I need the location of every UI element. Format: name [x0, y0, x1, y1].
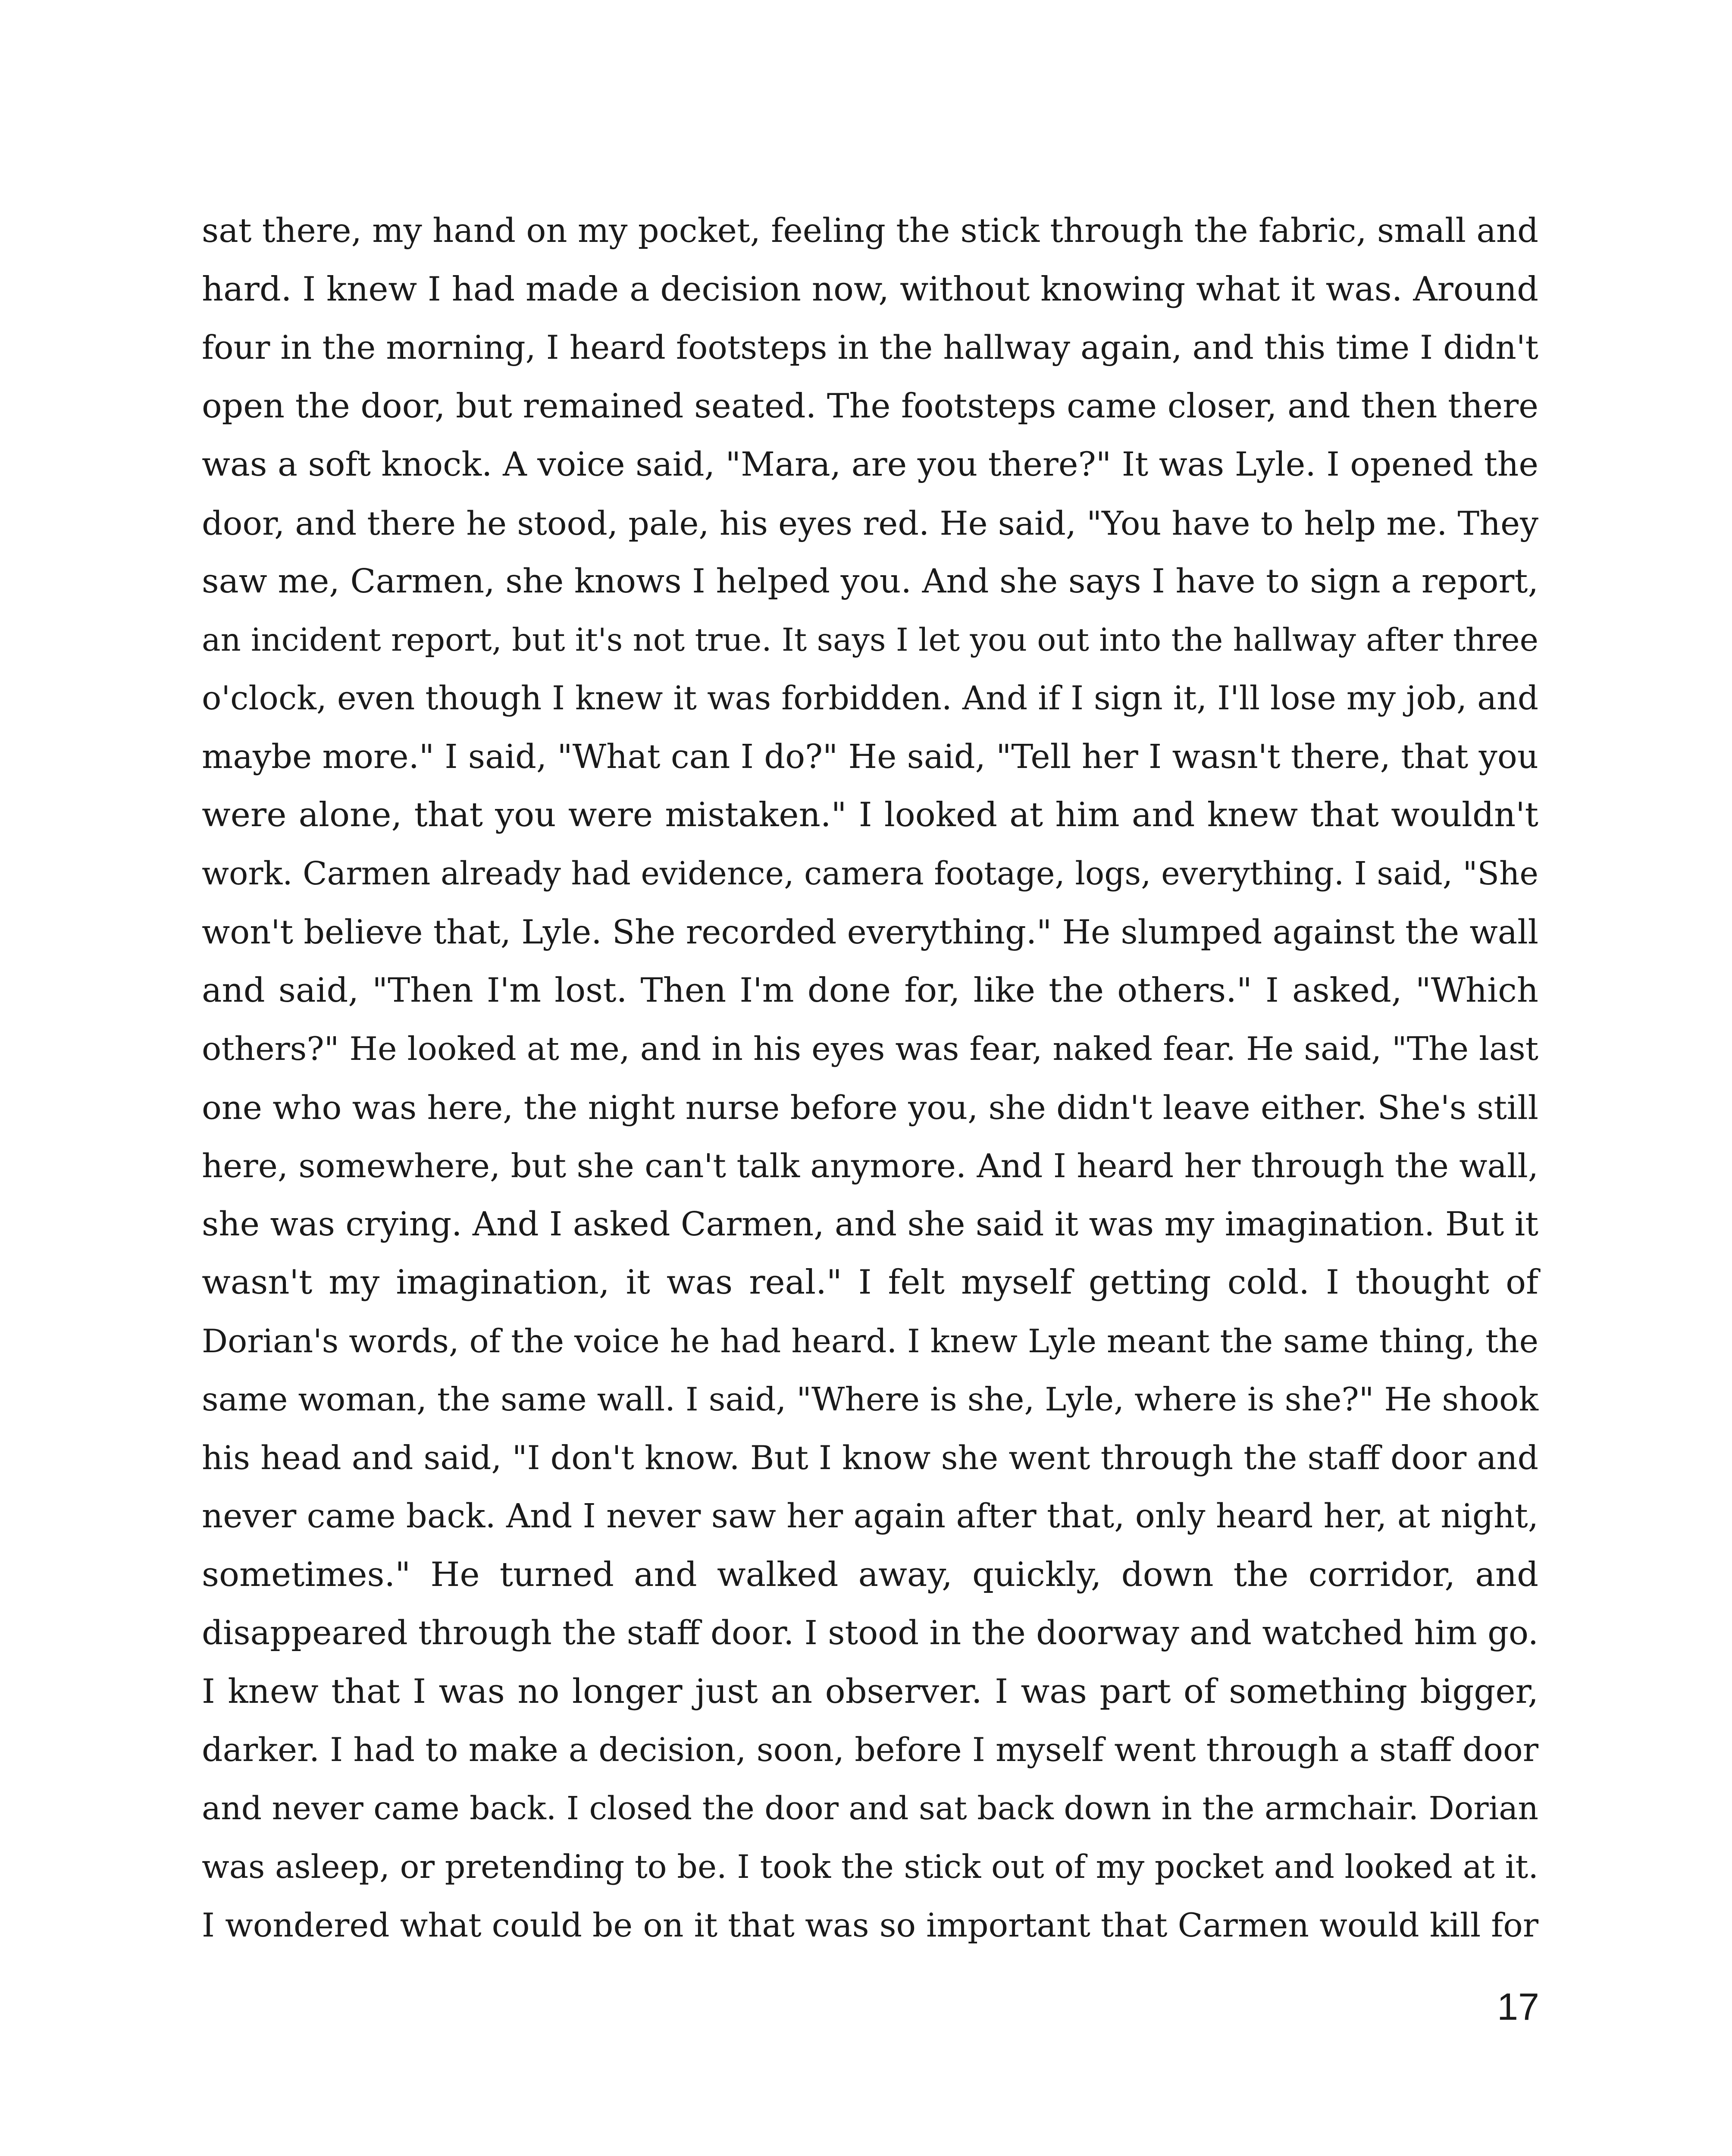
text-line: were alone, that you were mistaken." I looked at him and knew that wouldn't: [202, 796, 1538, 834]
text-line: four in the morning, I heard footsteps in the hallway again, and this time I didn't: [202, 329, 1538, 367]
text-line: darker. I had to make a decision, soon, before I myself went through a staff door: [202, 1731, 1538, 1769]
text-line: and never came back. I closed the door and sat back down in the armchair. Dorian: [202, 1789, 1538, 1827]
text-line: sometimes." He turned and walked away, quickly, down the corridor, and: [202, 1555, 1538, 1594]
text-line: hard. I knew I had made a decision now, without knowing what it was. Around: [202, 270, 1538, 309]
text-line: she was crying. And I asked Carmen, and she said it was my imagination. But it: [202, 1205, 1538, 1244]
text-line: sat there, my hand on my pocket, feeling the stick through the fabric, small and: [202, 212, 1538, 250]
text-line: wasn't my imagination, it was real." I felt myself getting cold. I thought of: [202, 1263, 1538, 1302]
body-text: [202, 202, 1538, 1955]
text-line: o'clock, even though I knew it was forbidden. And if I sign it, I'll lose my job, and: [202, 679, 1538, 717]
text-line: disappeared through the staff door. I stood in the doorway and watched him go.: [202, 1614, 1538, 1652]
text-line: Dorian's words, of the voice he had heard. I knew Lyle meant the same thing, the: [202, 1322, 1538, 1360]
page-number: 17: [1497, 1985, 1539, 2028]
text-line: one who was here, the night nurse before you, she didn't leave either. She's still: [202, 1088, 1538, 1127]
text-line: here, somewhere, but she can't talk anymore. And I heard her through the wall,: [202, 1147, 1538, 1185]
text-line: maybe more." I said, "What can I do?" He said, "Tell her I wasn't there, that you: [202, 737, 1538, 776]
text-line: was a soft knock. A voice said, "Mara, are you there?" It was Lyle. I opened the: [202, 445, 1538, 484]
text-line: won't believe that, Lyle. She recorded everything." He slumped against the wall: [202, 913, 1538, 951]
text-line: and said, "Then I'm lost. Then I'm done for, like the others." I asked, "Which: [202, 971, 1538, 1010]
text-line: never came back. And I never saw her again after that, only heard her, at night,: [202, 1497, 1538, 1536]
text-line: I wondered what could be on it that was so important that Carmen would kill for: [202, 1906, 1538, 1944]
text-line: an incident report, but it's not true. It says I let you out into the hallway after three: [202, 621, 1538, 658]
text-line: same woman, the same wall. I said, "Where is she, Lyle, where is she?" He shook: [202, 1380, 1538, 1418]
text-line: door, and there he stood, pale, his eyes red. He said, "You have to help me. They: [202, 504, 1538, 542]
text-line: others?" He looked at me, and in his eyes was fear, naked fear. He said, "The last: [202, 1030, 1538, 1068]
text-line: his head and said, "I don't know. But I know she went through the staff door and: [202, 1438, 1538, 1477]
text-line: I knew that I was no longer just an observer. I was part of something bigger,: [202, 1672, 1538, 1711]
text-line: work. Carmen already had evidence, camera footage, logs, everything. I said, "She: [202, 855, 1538, 892]
text-line: was asleep, or pretending to be. I took the stick out of my pocket and looked at it.: [202, 1848, 1538, 1886]
text-line: open the door, but remained seated. The footsteps came closer, and then there: [202, 386, 1538, 426]
text-line: saw me, Carmen, she knows I helped you. And she says I have to sign a report,: [202, 562, 1538, 601]
